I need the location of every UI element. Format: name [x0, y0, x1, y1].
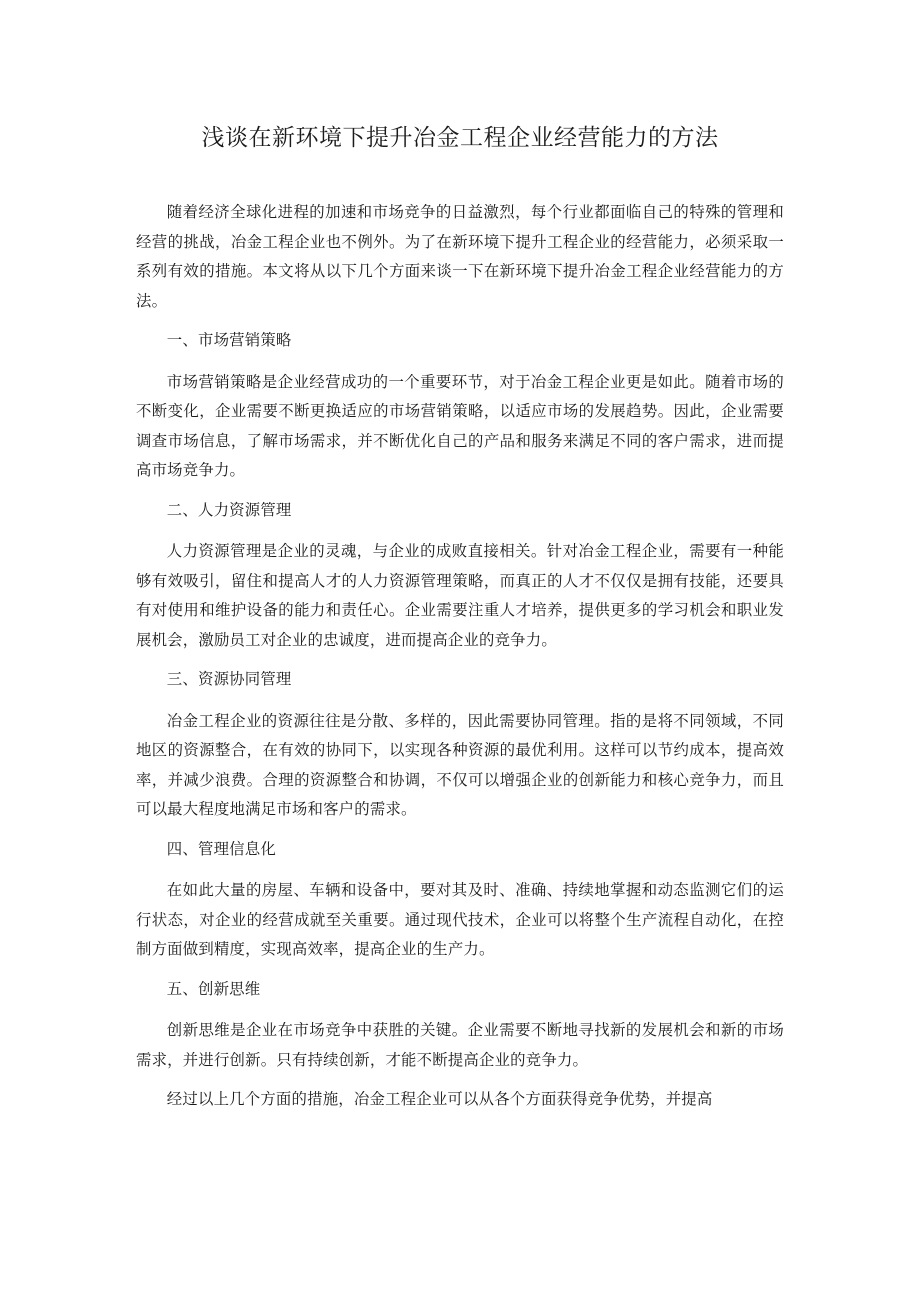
document-title: 浅谈在新环境下提升冶金工程企业经营能力的方法 [201, 125, 719, 151]
intro-paragraph: 随着经济全球化进程的加速和市场竞争的日益激烈，每个行业都面临自己的特殊的管理和经营的挑战，冶金工程企业也不例外。为了在新环境下提升工程企业的经营能力，必须采取一系列有效的措施。本文将从以下几个方面来谈一下在新环境下提升冶金工程企业经营能力的方法。 [136, 203, 784, 310]
section-heading-innovation: 五、创新思维 [166, 979, 261, 998]
closing-paragraph: 经过以上几个方面的措施，冶金工程企业可以从各个方面获得竞争优势，并提高 [166, 1090, 713, 1108]
section-heading-informatization: 四、管理信息化 [166, 839, 276, 858]
section-body-resources: 冶金工程企业的资源往往是分散、多样的，因此需要协同管理。指的是将不同领域，不同地区的资源整合，在有效的协同下，以实现各种资源的最优利用。这样可以节约成本，提高效率，并减少浪费。合理的资源整合和协调，不仅可以增强企业的创新能力和核心竞争力，而且可以最大程度地满足市场和客户的需求。 [136, 711, 784, 818]
section-body-innovation: 创新思维是企业在市场竞争中获胜的关键。企业需要不断地寻找新的发展机会和新的市场需求，并进行创新。只有持续创新，才能不断提高企业的竞争力。 [136, 1021, 784, 1069]
section-body-marketing: 市场营销策略是企业经营成功的一个重要环节，对于冶金工程企业更是如此。随着市场的不断变化，企业需要不断更换适应的市场营销策略，以适应市场的发展趋势。因此，企业需要调查市场信息，了解市场需求，并不断优化自己的产品和服务来满足不同的客户需求，进而提高市场竞争力。 [136, 372, 784, 479]
section-heading-hr: 二、人力资源管理 [166, 500, 292, 519]
section-heading-marketing: 一、市场营销策略 [166, 331, 292, 349]
document-body [136, 198, 784, 1125]
section-body-hr: 人力资源管理是企业的灵魂，与企业的成败直接相关。针对冶金工程企业，需要有一种能够有效吸引，留住和提高人才的人力资源管理策略，而真正的人才不仅仅是拥有技能，还要具有对使用和维护设备的能力和责任心。企业需要注重人才培养，提供更多的学习机会和职业发展机会，激励员工对企业的忠诚度，进而提高企业的竞争力。 [136, 542, 784, 649]
section-heading-resources: 三、资源协同管理 [166, 670, 292, 688]
section-body-informatization: 在如此大量的房屋、车辆和设备中，要对其及时、准确、持续地掌握和动态监测它们的运行状态，对企业的经营成就至关重要。通过现代技术，企业可以将整个生产流程自动化，在控制方面做到精度，实现高效率，提高企业的生产力。 [136, 881, 784, 958]
